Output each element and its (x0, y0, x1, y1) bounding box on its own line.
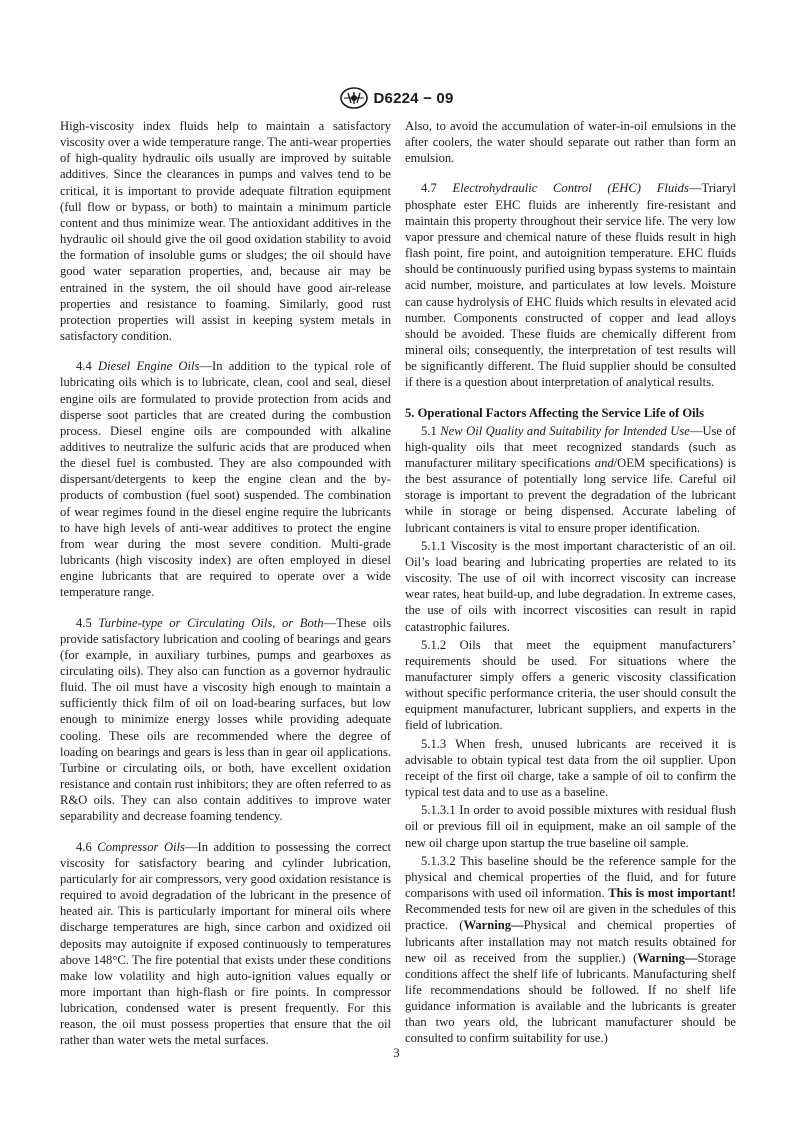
section-5-1-2: 5.1.2 Oils that meet the equipment manufacturers’ requirements should be used. For situations where the manufacturer simply offers a generic viscosity classification without specific performance criteria, the user should consult the equipment manufacturer, lubricant suppliers, and experts in the field of lubrication. (405, 637, 736, 733)
right-column (405, 118, 736, 1047)
section-5-1-3-2: 5.1.3.2 This baseline should be the reference sample for the physical and chemical properties of the fluid, and for future comparisons with used oil information. This is most important! Recommended tests for new oil are given in the schedules of this practice. (Warning—Physical and chemical properties of lubricants after installation may not match results obtained for new oil as received from the supplier.) (Warning—Storage conditions affect the shelf life of lubricants. Manufacturing shelf life recommendations should be followed. If no shelf life guidance information is available and the lubricants is greater than two years old, the lubricant manufacturer should be consulted to confirm suitability for use.) (405, 853, 736, 1046)
left-column (60, 118, 391, 1049)
astm-logo-icon (340, 87, 368, 109)
section-5-1: 5.1 New Oil Quality and Suitability for Intended Use—Use of high-quality oils that meet recognized standards (such as manufacturer military specifications and/OEM specifications) is the best assurance of potentially long service life. Careful oil storage is important to prevent the degradation of the lubricant while in storage or being dispensed. Accurate labeling of lubricant containers is vital to ensure proper identification. (405, 423, 736, 535)
section-5-heading: 5. Operational Factors Affecting the Service Life of Oils (405, 405, 705, 420)
section-title: Turbine-type or Circulating Oils, or Both (98, 615, 324, 630)
paragraph: Also, to avoid the accumulation of water-in-oil emulsions in the after coolers, the water should separate out rather than form an emulsion. (405, 119, 736, 166)
section-4-6: 4.6 Compressor Oils—In addition to possessing the correct viscosity for satisfactory bearing and cylinder lubrication, particularly for air compressors, very good oxidation resistance is required to avoid degradation of the lubricant in the presence of heated air. This is particularly important for mineral oils where discharge temperatures are high, since carbon and oxidized oil deposits may autoignite if exposed continuously to temperatures above 148°C. The fire potential that exists under these conditions make low volatility and high auto-ignition values equally or more important than high-flash or fire points. In compressor lubrication, condensed water is present frequently. For this reason, the oil must possess properties that ensure that the oil rather than water wets the metal surfaces. (60, 839, 391, 1048)
section-4-7: 4.7 Electrohydraulic Control (EHC) Fluids—Triaryl phosphate ester EHC fluids are inherently fire-resistant and maintain this property throughout their service life. The very low vapor pressure and chemical nature of these fluids result in high flash point, fire point, and autoignition temperature. EHC fluids should be continuously purified using bypass systems to maintain acid number, moisture, and particulates at low levels. Moisture can cause hydrolysis of EHC fluids which results in elevated acid number. Components constructed of copper and lead alloys should be avoided. These fluids are chemically different from mineral oils; consequently, the interpretation of test results will be significantly different. The fluid supplier should be consulted if there is a question about interpretation of analytical results. (405, 181, 737, 390)
section-5-1-3: 5.1.3 When fresh, unused lubricants are received it is advisable to obtain typical test data from the oil supplier. Upon receipt of the first oil charge, take a sample of oil to confirm the typical test data and to use as a baseline. (405, 736, 736, 800)
section-title: Compressor Oils (97, 839, 185, 854)
section-title: Diesel Engine Oils (98, 359, 200, 374)
document-designation: D6224 − 09 (373, 89, 454, 107)
page-number: 3 (393, 1046, 400, 1060)
section-5-1-1: 5.1.1 Viscosity is the most important characteristic of an oil. Oil’s load bearing and lubricating properties are related to its viscosity. The use of oil with incorrect viscosity can increase wear rates, heat build-up, and lube degradation. In extreme cases, the use of oils with incorrect viscosities can result in rapid catastrophic failures. (405, 538, 736, 634)
section-4-5: 4.5 Turbine-type or Circulating Oils, or Both—These oils provide satisfactory lubrication and cooling of bearings and gears (for example, in auxiliary turbines, pumps and gearboxes as circulating oils). They also can function as a governor hydraulic fluid. The oil must have a viscosity high enough to maintain a sufficiently thick film of oil on load-bearing surfaces, but low enough to minimize energy losses while providing adequate cooling. These oils are recommended where the degree of loading on bearings and gears is less than in gear oil applications. Turbine or circulating oils, or both, have excellent oxidation resistance and contain rust inhibitors; they are often referred to as R&O oils. They can also contain additives to improve water separability and decrease foaming tendency. (60, 615, 392, 824)
paragraph: High-viscosity index fluids help to maintain a satisfactory viscosity over a wide temperature range. The anti-wear properties of high-quality hydraulic oils usually are improved by suitable additives. Since the clearances in pumps and valves tend to be critical, it is important to provide adequate filtration equipment (full flow or bypass, or both) to maintain a minimum particle content and thus minimize wear. The antioxidant additives in the hydraulic oil should give the oil good oxidation stability to avoid the formation of insoluble gums or sludges; the oil should have good water separation properties, and, because air may be entrained in the system, the oil should have good air-release properties and resistance to foaming. Similarly, good rust protection properties will assist in keeping system metals in satisfactory condition. (60, 119, 391, 344)
section-4-4: 4.4 Diesel Engine Oils—In addition to the typical role of lubricating oils which is to lubricate, clean, cool and seal, diesel engine oils are formulated to provide protection from acids and disperse soot particles that are created during the combustion process. Diesel engine oils are compounded with alkaline additives to neutralize the sulfuric acids that are produced when the diesel fuel is combusted. They are also compounded with dispersant/detergents to keep the engine clean and the by-products of combustion (fuel soot) suspended. The combination of wear regimes found in the diesel engine require the lubricants to have high levels of anti-wear additives to protect the engine from wear during the most severe condition. Multi-grade lubricants (high viscosity index) are often employed in diesel engine lubricants that are required to operate over a wide temperature range. (60, 359, 391, 600)
section-title: Electrohydraulic Control (EHC) Fluids (452, 181, 689, 196)
page-header (0, 86, 793, 110)
section-title: New Oil Quality and Suitability for Intended Use (440, 423, 690, 438)
section-5-1-3-1: 5.1.3.1 In order to avoid possible mixtures with residual flush oil or previous fill oil in equipment, make an oil sample of the new oil charge upon startup the true baseline oil sample. (405, 803, 736, 850)
